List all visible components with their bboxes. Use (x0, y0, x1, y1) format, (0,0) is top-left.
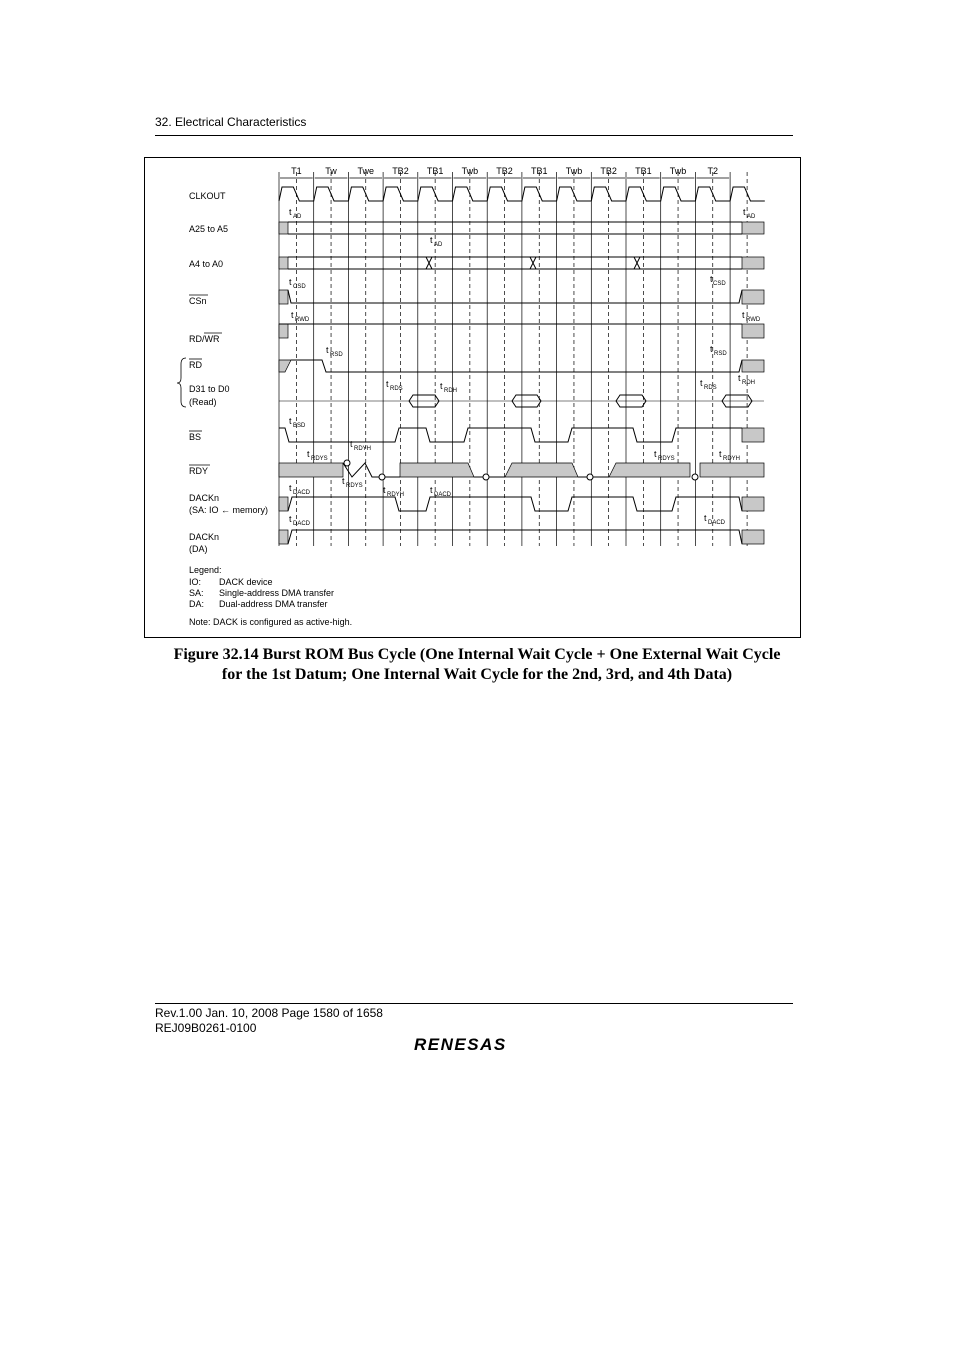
svg-text:t: t (350, 439, 353, 449)
rdy-sample-point (379, 474, 385, 480)
legend-key-io: IO: (189, 577, 202, 587)
dackn-da-waveform (288, 530, 742, 544)
section-header: 32. Electrical Characteristics (155, 115, 307, 129)
t-dacd-label-4 (289, 514, 311, 527)
rdy-shade-5 (700, 463, 764, 477)
cycle-label: Twb (461, 166, 479, 176)
cycle-label: TB1 (426, 166, 444, 176)
signal-label-dackn-sa: DACKn (189, 493, 220, 503)
rdy-sample-point (587, 474, 593, 480)
svg-text:t: t (289, 483, 292, 493)
svg-text:RDS: RDS (390, 386, 403, 392)
cycle-label: Twe (357, 166, 375, 176)
footer-revision: Rev.1.00 Jan. 10, 2008 Page 1580 of 1658 (155, 1006, 383, 1020)
t-rds-label-2 (700, 378, 717, 391)
signal-group-brace (177, 358, 186, 407)
rd-end-shade (742, 360, 764, 372)
rdy-sample-point (344, 460, 350, 466)
t-rsd-label-1 (326, 345, 343, 358)
signal-label-a4-a0: A4 to A0 (189, 259, 224, 269)
svg-text:t: t (289, 207, 292, 217)
legend-title: Legend: (189, 565, 222, 575)
rdwr-start-shade (279, 324, 288, 338)
svg-text:CSD: CSD (293, 284, 306, 290)
svg-text:RDYH: RDYH (387, 492, 405, 498)
figure-caption (100, 645, 854, 685)
csn-start-shade (279, 290, 288, 304)
bs-end-shade (742, 428, 764, 442)
signal-label-clkout: CLKOUT (189, 191, 226, 201)
svg-text:t: t (719, 449, 722, 459)
t-rdh-label-1 (440, 381, 457, 394)
rdy-sample-point (692, 474, 698, 480)
diagram-note: Note: DACK is configured as active-high. (189, 617, 353, 627)
signal-labels (189, 191, 268, 554)
svg-text:DACD: DACD (293, 521, 311, 527)
t-rds-label-1 (386, 379, 403, 392)
signal-label-csn: CSn (189, 296, 207, 306)
signal-label-rd: RD (189, 360, 202, 370)
a4-a0-bus-start-shade (279, 257, 288, 269)
cycle-label: TB2 (392, 166, 409, 176)
svg-text:t: t (654, 449, 657, 459)
svg-text:RDYH: RDYH (354, 446, 372, 452)
cycle-label: T2 (707, 166, 719, 176)
svg-text:t: t (742, 310, 745, 320)
signal-label-dackn-sa-sub: (SA: IO ← memory) (189, 505, 269, 515)
svg-text:t: t (326, 345, 329, 355)
t-bsd-label (289, 416, 306, 429)
svg-text:RDH: RDH (742, 380, 755, 386)
rd-waveform (291, 360, 742, 372)
t-rdh-label-2 (738, 373, 755, 386)
svg-text:DACD: DACD (434, 492, 452, 498)
rd-start-shade (279, 360, 291, 372)
svg-text:t: t (738, 373, 741, 383)
footer-document-number: REJ09B0261-0100 (155, 1021, 257, 1035)
svg-text:t: t (291, 310, 294, 320)
cycle-label: T1 (291, 166, 302, 176)
svg-text:RDYH: RDYH (723, 456, 741, 462)
caption-line-1: Figure 32.14 Burst ROM Bus Cycle (One Internal Wait Cycle + One External Wait Cycle (173, 646, 781, 663)
footer-rule (155, 1003, 793, 1004)
legend-text-io: DACK device (219, 577, 273, 587)
t-rwd-label-1 (291, 310, 310, 323)
rdwr-end-shade (742, 324, 764, 338)
legend-text-sa: Single-address DMA transfer (219, 588, 335, 598)
svg-text:t: t (307, 449, 310, 459)
signal-label-bs: BS (189, 432, 202, 442)
legend-key-sa: SA: (189, 588, 204, 598)
timing-annotations (289, 207, 761, 527)
legend (189, 565, 352, 627)
rdy-shade-3 (505, 463, 578, 477)
a25-a5-bus-start-shade (279, 222, 288, 234)
svg-text:RWD: RWD (746, 317, 761, 323)
svg-text:RDYS: RDYS (311, 456, 328, 462)
cycle-label: Tw (325, 166, 337, 176)
caption-line-2: for the 1st Datum; One Internal Wait Cycle for the 2nd, 3rd, and 4th Data) (221, 666, 733, 683)
t-ad-label-1 (289, 207, 302, 220)
svg-text:t: t (430, 485, 433, 495)
renesas-logo (412, 1034, 534, 1054)
svg-text:t: t (710, 344, 713, 354)
signal-label-d31-sub: (Read) (189, 397, 217, 407)
svg-text:t: t (342, 476, 345, 486)
dackn-da-start-shade (279, 530, 288, 544)
svg-text:t: t (289, 277, 292, 287)
legend-text-da: Dual-address DMA transfer (219, 599, 328, 609)
cycle-label: TB1 (530, 166, 548, 176)
svg-text:BSD: BSD (293, 423, 306, 429)
svg-text:RDYS: RDYS (658, 456, 675, 462)
svg-text:RDYS: RDYS (346, 483, 363, 489)
t-csd-label-1 (289, 277, 306, 290)
svg-text:AD: AD (747, 214, 756, 220)
svg-text:t: t (440, 381, 443, 391)
dackn-sa-start-shade (279, 497, 288, 511)
dackn-sa-waveform (288, 497, 742, 511)
svg-text:AD: AD (293, 214, 302, 220)
cycle-label: TB2 (600, 166, 617, 176)
t-rdyh-label-1 (350, 439, 371, 452)
a4-a0-bus-end-shade (742, 257, 764, 269)
signal-label-dackn-da-sub: (DA) (189, 544, 208, 554)
svg-text:t: t (289, 514, 292, 524)
signal-label-a25-a5: A25 to A5 (189, 224, 229, 234)
t-rdys-label-3 (654, 449, 675, 462)
svg-text:t: t (383, 485, 386, 495)
svg-text:RSD: RSD (714, 351, 727, 357)
rdy-waveform-low (343, 463, 400, 477)
svg-text:AD: AD (434, 242, 443, 248)
t-ad-label-3 (430, 235, 443, 248)
csn-waveform (288, 290, 742, 303)
svg-text:RENESAS: RENESAS (414, 1035, 507, 1054)
t-dacd-label-1 (289, 483, 311, 496)
cycle-labels (280, 166, 729, 178)
t-rwd-label-2 (742, 310, 761, 323)
t-rdyh-label-3 (719, 449, 740, 462)
svg-text:t: t (386, 379, 389, 389)
svg-text:t: t (743, 207, 746, 217)
svg-text:RSD: RSD (330, 352, 343, 358)
cycle-label: TB2 (496, 166, 513, 176)
rdy-shade-1 (279, 463, 343, 477)
signal-label-rdwr: RD/WR (189, 334, 220, 344)
svg-text:RWD: RWD (295, 317, 310, 323)
svg-text:t: t (430, 235, 433, 245)
t-rdys-label-1 (307, 449, 328, 462)
signal-label-d31-d0: D31 to D0 (189, 384, 230, 394)
rdy-sample-point (483, 474, 489, 480)
rdy-shade-2 (400, 463, 474, 477)
t-rdyh-label-2 (383, 485, 404, 498)
t-dacd-label-2 (430, 485, 452, 498)
svg-text:DACD: DACD (708, 520, 726, 526)
svg-text:CSD: CSD (713, 281, 726, 287)
legend-key-da: DA: (189, 599, 205, 609)
rdy-shade-4 (609, 463, 690, 477)
dackn-da-end-shade (742, 530, 764, 544)
svg-text:t: t (704, 513, 707, 523)
svg-text:RDH: RDH (444, 388, 457, 394)
cycle-label: TB1 (635, 166, 652, 176)
svg-text:DACD: DACD (293, 490, 311, 496)
t-rdys-label-2 (342, 476, 363, 489)
a25-a5-bus-end-shade (742, 222, 764, 234)
cycle-gridlines (279, 172, 747, 546)
svg-text:RDS: RDS (704, 385, 717, 391)
cycle-label: Twb (669, 166, 687, 176)
svg-text:t: t (700, 378, 703, 388)
svg-text:t: t (289, 416, 292, 426)
csn-end-shade (742, 290, 764, 304)
t-dacd-label-3 (704, 513, 726, 526)
signal-label-rdy: RDY (189, 466, 209, 476)
cycle-label: Twb (565, 166, 583, 176)
t-csd-label-2 (710, 274, 726, 287)
t-ad-label-2 (743, 207, 756, 220)
dackn-sa-end-shade (742, 497, 764, 511)
svg-text:t: t (710, 274, 713, 284)
signal-label-dackn-da: DACKn (189, 532, 220, 542)
